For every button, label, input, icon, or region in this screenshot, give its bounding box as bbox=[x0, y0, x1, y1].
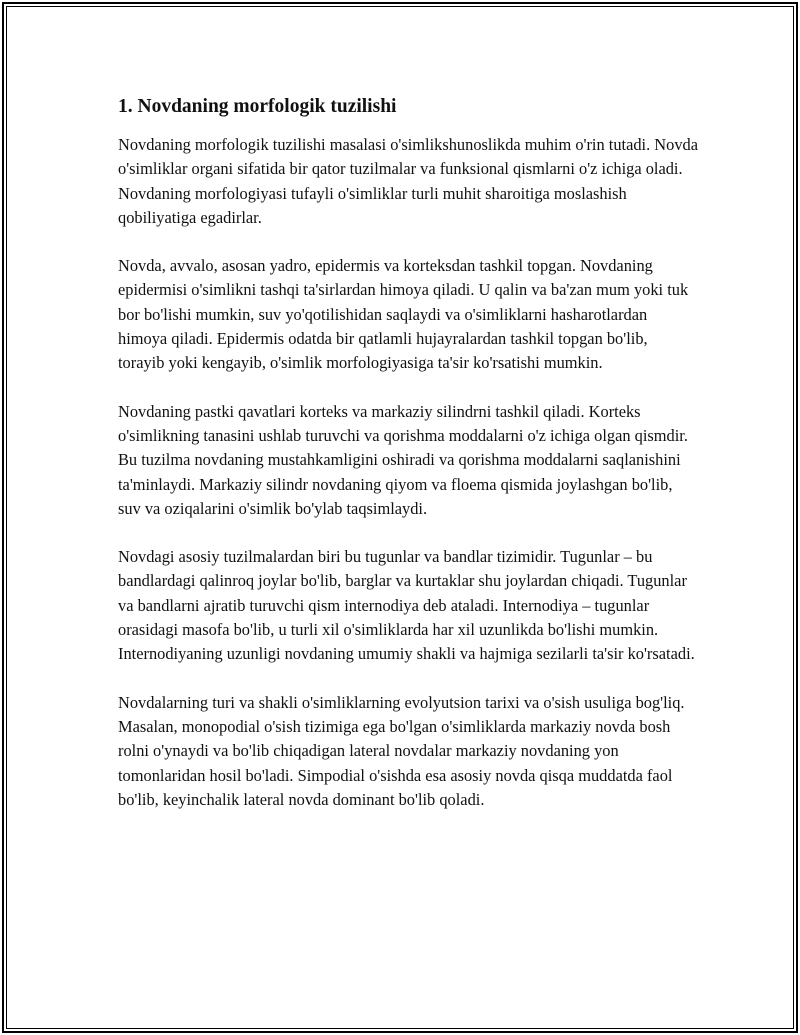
section-heading: 1. Novdaning morfologik tuzilishi bbox=[118, 96, 397, 117]
document-body bbox=[118, 93, 698, 836]
paragraph-5: Novdalarning turi va shakli o'simliklarning evolyutsion tarixi va o'sish usuliga bog'liq. Masalan, monopodial o'sish tizimiga ega bo'lgan o'simliklarda markaziy novda bosh rolni o'ynaydi va bo'lib chiqadigan lateral novdalar markaziy novdaning yon tomonlaridan hosil bo'ladi. Simpodial o'sishda esa asosiy novda qisqa muddatda faol bo'lib, keyinchalik lateral novda dominant bo'lib qoladi. bbox=[118, 692, 685, 809]
paragraph-4: Novdagi asosiy tuzilmalardan biri bu tugunlar va bandlar tizimidir. Tugunlar – bu bandlardagi qalinroq joylar bo'lib, barglar va kurtaklar shu joylardan chiqadi. Tugunlar va bandlarni ajratib turuvchi qism internodiya deb ataladi. Internodiya – tugunlar orasidagi masofa bo'lib, u turli xil o'simliklarda har xil uzunlikda bo'lishi mumkin. Internodiyaning uzunligi novdaning umumiy shakli va hajmiga sezilarli ta'sir ko'rsatadi. bbox=[118, 547, 695, 664]
paragraph-2: Novda, avvalo, asosan yadro, epidermis va korteksdan tashkil topgan. Novdaning epidermisi o'simlikni tashqi ta'sirlardan himoya qiladi. U qalin va ba'zan mum yoki tuk bor bo'lishi mumkin, suv yo'qotilishidan saqlaydi va o'simliklarni hasharotlardan himoya qiladi. Epidermis odatda bir qatlamli hujayralardan tashkil topgan bo'lib, torayib yoki kengayib, o'simlik morfologiyasiga ta'sir ko'rsatishi mumkin. bbox=[118, 256, 689, 373]
paragraph-3: Novdaning pastki qavatlari korteks va markaziy silindrni tashkil qiladi. Korteks o'simlikning tanasini ushlab turuvchi va qorishma moddalarni o'z ichiga olgan qismdir. Bu tuzilma novdaning mustahkamligini oshiradi va qorishma moddalarni saqlanishini ta'minlaydi. Markaziy silindr novdaning qiyom va floema qismida joylashgan bo'lib, suv va oziqalarini o'simlik bo'ylab taqsimlaydi. bbox=[118, 401, 688, 518]
paragraph-1: Novdaning morfologik tuzilishi masalasi o'simlikshunoslikda muhim o'rin tutadi. Novda o'simliklar organi sifatida bir qator tuzilmalar va funksional qismlarni o'z ichiga oladi. Novdaning morfologiyasi tufayli o'simliklar turli muhit sharoitiga moslashish qobiliyatiga egadirlar. bbox=[118, 135, 698, 227]
